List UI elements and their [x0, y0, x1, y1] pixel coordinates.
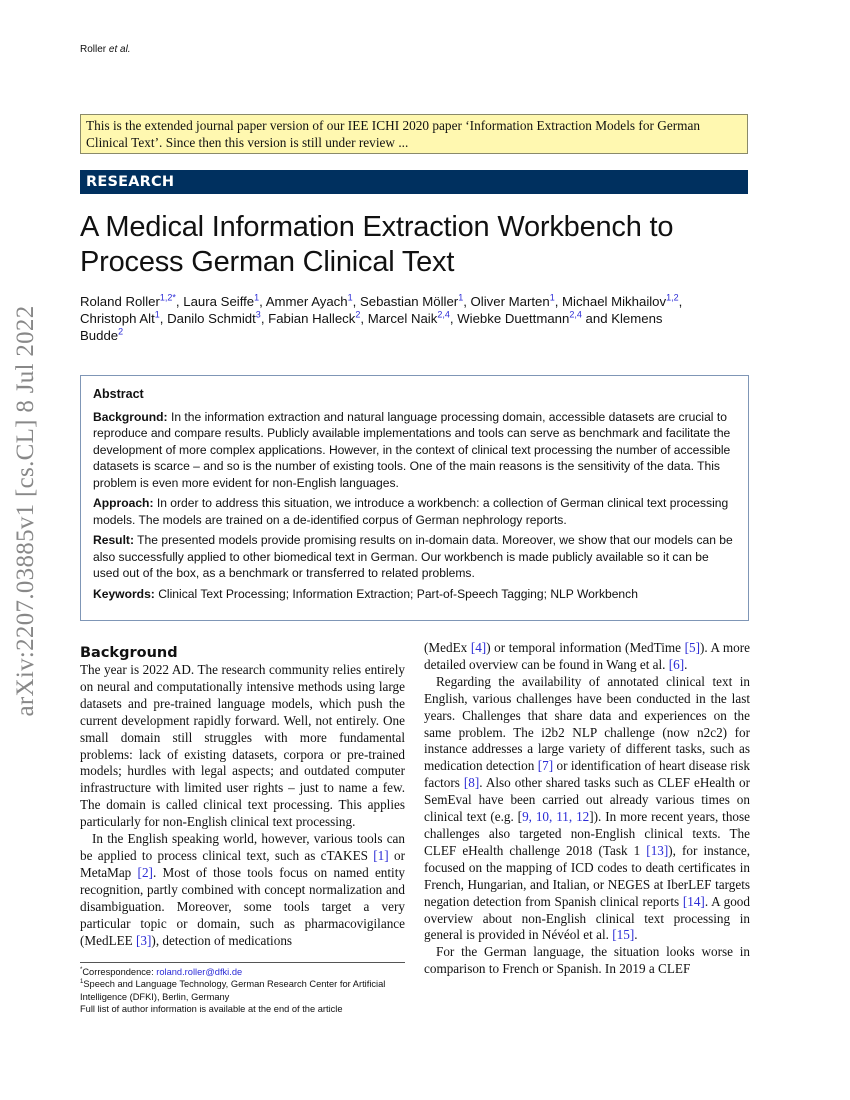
correspondence-footnote: *Correspondence: roland.roller@dfki.de — [80, 966, 243, 977]
affiliation-link[interactable]: 2 — [355, 309, 361, 320]
arxiv-identifier-text: arXiv:2207.03885v1 [cs.CL] 8 Jul 2022 — [12, 305, 39, 717]
article-type-banner: RESEARCH — [80, 170, 748, 194]
abstract-keywords: Keywords: Clinical Text Processing; Information Extraction; Part-of-Speech Tagging; NLP Workbench — [93, 586, 638, 601]
citation-link[interactable]: [2] — [137, 864, 153, 880]
citation-link[interactable]: [8] — [463, 775, 480, 791]
abstract-heading: Abstract — [93, 387, 144, 401]
paragraph: For the German language, the situation looks worse in comparison to French or Spanish. In 2019 a CLEF — [424, 944, 750, 977]
author: Laura Seiffe$^1$, — [183, 292, 266, 309]
author: Ammer Ayach$^1$, — [265, 292, 360, 309]
body-column-left — [80, 644, 405, 949]
paragraph: (MedEx [4]) or temporal information (MedTime [5]). A more detailed overview can be found in Wang et al. [6]. — [424, 640, 750, 672]
author: Roland Roller$^{1,2*}$, — [80, 292, 184, 309]
running-head-author: Roller — [80, 44, 107, 55]
paragraph: Regarding the availability of annotated clinical text in English, various challenges have been conducted in the last years. Challenges that share data and experiences on the same problem. The i2b2 NLP challenge (now n2c2) for instance addresses a large variety of different tasks, such as medication detection [7] or identification of heart disease risk factors [8]. Also other shared tasks such as CLEF eHealth or SemEval have been carried out already various times on clinical text (e.g. [9, 10, 11, 12]). In more recent years, those challenges also targeted non-English clinical texts. The CLEF eHealth challenge 2018 (Task 1 [13]), for instance, focused on the mapping of ICD codes to death certificates in French, Hungarian, and Italian, or NEGES at IberLEF targets negation detection from Spanish clinical reports [14]. A good overview about non-English clinical text processing in general is provided in Névéol et al. [15]. — [424, 673, 750, 943]
citation-link[interactable]: [15] — [612, 927, 635, 943]
citation-link[interactable]: [7] — [537, 758, 554, 774]
paragraph: In the English speaking world, however, various tools can be applied to process clinical text, such as cTAKES [1] or MetaMap [2]. Most of those tools focus on named entity recognition, partly combined with concept normalization and disambiguation. Moreover, some tools target a very particular topic or domain, such as pharmacovigilance (MedLEE [3]), detection of medications — [80, 831, 405, 948]
paragraph: The year is 2022 AD. The research community relies entirely on neural and computationally intensive methods using large datasets and pre-trained language models, which push the current development rapidly forward. Well, not entirely. One small domain still struggles with more fundamental problems: lack of existing datasets, corpora or pre-trained models; hurdles with legal aspects; and outdated computer infrastructure with limited user rights – just to name a few. The domain is called clinical text processing. This applies particularly for non-English clinical text processing. — [80, 662, 405, 830]
author: Oliver Marten$^1$, — [470, 292, 563, 309]
section-heading-background: Background — [80, 645, 178, 661]
citation-link[interactable]: [13] — [646, 842, 669, 858]
abstract-background: Background: In the information extraction and natural language processing domain, accessible datasets are crucial to reproduce and compare results. Publicly available implementations and tools can serve as benchmark and facilitate the development of more complex applications. However, in the context of clinical text processing the number of accessible datasets is scarce – and so is the number of existing tools. One of the main reasons is the sensitivity of the data. This problem is even more evident for non-English languages. — [93, 409, 731, 490]
affiliation-link[interactable]: 1,2* — [159, 292, 176, 303]
author: Wiebke Duettmann$^{2,4}$ and — [457, 309, 612, 326]
affiliation-link[interactable]: 3 — [255, 309, 261, 320]
affiliation-link[interactable]: 1 — [458, 292, 464, 303]
abstract-result-label: Result: — [93, 533, 134, 547]
citation-link[interactable]: [3] — [136, 932, 152, 948]
abstract-approach: Approach: In order to address this situation, we introduce a workbench: a collection of German clinical text processing models. The models are trained on a de-identified corpus of German nephrology reports. — [93, 496, 729, 527]
body-column-right — [424, 640, 750, 978]
citation-link[interactable]: [4] — [470, 640, 487, 655]
citation-link[interactable]: [14] — [682, 893, 705, 909]
author: Danilo Schmidt$^3$, — [167, 309, 269, 326]
affiliation-link[interactable]: 1 — [154, 309, 160, 320]
running-head — [80, 44, 131, 55]
arxiv-identifier-stamp — [2, 306, 50, 716]
citation-link[interactable]: 9, 10, 11, 12 — [522, 809, 590, 825]
abstract-result: Result: The presented models provide promising results on in-domain data. Moreover, we show that our models can be also successfully applied to other biomedical text in German. Our workbench is made publicly available so it can be used out of the box, as a benchmark or transferred to related problems. — [93, 533, 733, 580]
citation-link[interactable]: [1] — [373, 847, 389, 863]
affiliation-link[interactable]: 2,4 — [437, 309, 450, 320]
citation-link[interactable]: [5] — [684, 640, 700, 655]
citation-link[interactable]: [6] — [668, 656, 685, 672]
author-info-note: Full list of author information is available at the end of the article — [80, 1004, 343, 1015]
author: Christoph Alt$^1$, — [80, 309, 168, 326]
author: Marcel Naik$^{2,4}$, — [367, 309, 458, 326]
author: Fabian Halleck$^2$, — [268, 309, 368, 326]
abstract-keywords-label: Keywords: — [93, 586, 155, 601]
abstract-box — [80, 375, 749, 621]
running-head-etal: et al. — [108, 44, 131, 55]
correspondence-email-link[interactable]: roland.roller@dfki.de — [156, 967, 243, 977]
author: Klemens Budde$^2$ — [80, 311, 663, 343]
affiliation-link[interactable]: 1 — [347, 292, 353, 303]
author: Michael Mikhailov$^{1,2}$, — [562, 292, 683, 309]
footnotes — [80, 962, 405, 1016]
journal-version-notice: This is the extended journal paper version of our IEE ICHI 2020 paper ‘Information Extraction Models for German Clinical Text’. Since then this version is still under review ... — [80, 114, 748, 154]
affiliation-link[interactable]: 1 — [254, 292, 260, 303]
author: Sebastian Möller$^1$, — [359, 292, 471, 309]
affiliation-link[interactable]: 1,2 — [666, 292, 679, 303]
author-list — [80, 293, 700, 344]
abstract-background-label: Background: — [93, 409, 168, 424]
paper-title: A Medical Information Extraction Workbench to Process German Clinical Text — [80, 211, 674, 278]
affiliation-link[interactable]: 2 — [118, 326, 124, 337]
affiliation-link[interactable]: 1 — [549, 292, 555, 303]
abstract-approach-label: Approach: — [93, 496, 154, 510]
affiliation-footnote: $^1$Speech and Language Technology, German Research Center for Artificial Intelligence (DFKI), Berlin, Germany — [80, 979, 386, 1002]
affiliation-link[interactable]: 2,4 — [569, 309, 582, 320]
